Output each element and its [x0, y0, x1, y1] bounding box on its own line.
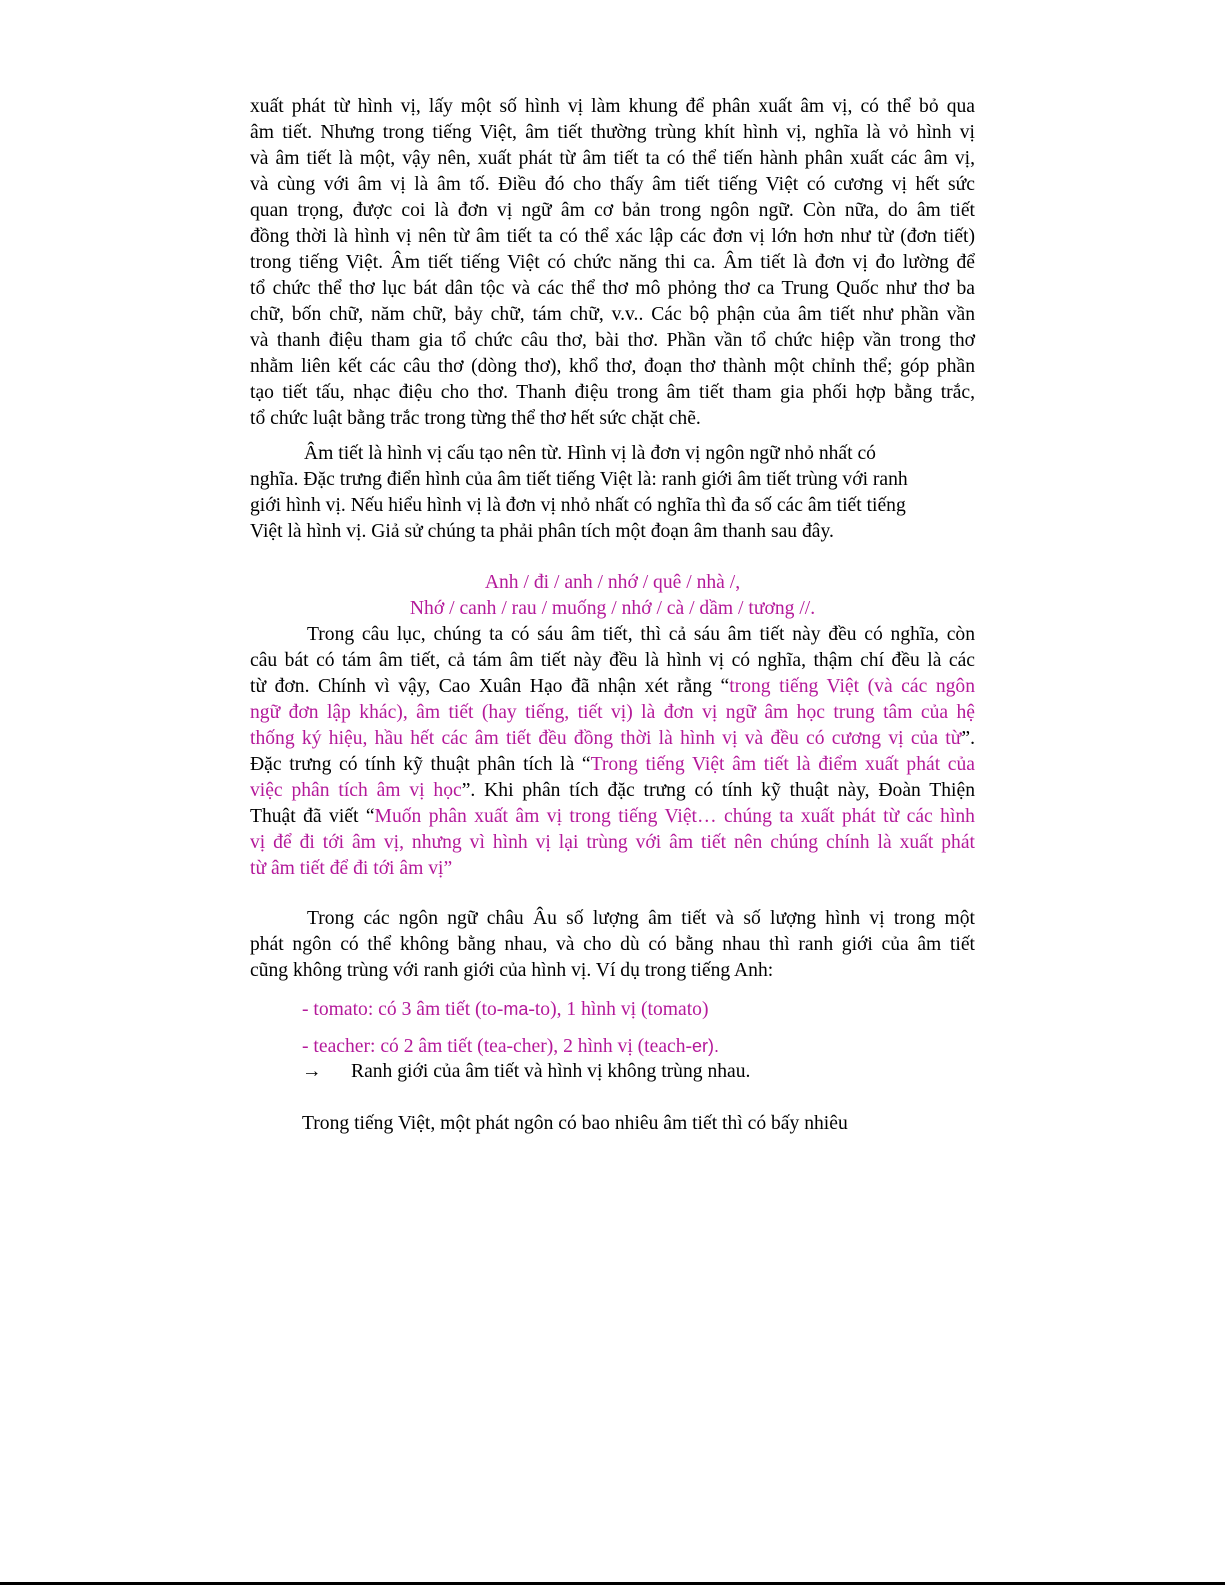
text-line: và cùng với âm vị là âm tố. Điều đó cho thấy âm tiết tiếng Việt có cương vị hết sức — [250, 174, 975, 195]
text-line: Âm tiết là hình vị cấu tạo nên từ. Hình vị là đơn vị ngôn ngữ nhỏ nhất có — [304, 443, 876, 464]
text-line: Trong các ngôn ngữ châu Âu số lượng âm tiết và số lượng hình vị trong một — [307, 908, 975, 929]
text-line: quan trọng, được coi là đơn vị ngữ âm cơ bản trong ngôn ngữ. Còn nữa, do âm tiết — [250, 200, 975, 221]
conclusion-text: Ranh giới của âm tiết và hình vị không trùng nhau. — [351, 1061, 751, 1082]
text-line: chữ, bốn chữ, năm chữ, bảy chữ, tám chữ, v.v.. Các bộ phận của âm tiết như phần vần — [250, 304, 975, 325]
text-line: Trong câu lục, chúng ta có sáu âm tiết, thì cả sáu âm tiết này đều có nghĩa, còn — [307, 624, 975, 645]
poem-line: Anh / đi / anh / nhớ / quê / nhà /, — [484, 572, 741, 593]
text-line: trong tiếng Việt. Âm tiết tiếng Việt có chức năng thi ca. Âm tiết là đơn vị đo lường để — [250, 252, 975, 273]
text-span: Đặc trưng có tính kỹ thuật phân tích là “ — [250, 754, 591, 775]
paragraph-syllable-role — [250, 94, 975, 432]
poem-line: Nhớ / canh / rau / muống / nhớ / cà / dầm / tương //. — [409, 598, 816, 619]
quote-cao-xuan-hao: trong tiếng Việt (và các ngôn — [729, 676, 976, 697]
text-line — [250, 752, 975, 778]
text-line-last: tổ chức luật bằng trắc trong từng thể thơ hết sức chặt chẽ. — [250, 408, 701, 429]
quote-line: vị để đi tới âm vị, nhưng vì hình vị lại trùng với âm tiết nên chúng chính là xuất phát — [250, 832, 975, 853]
text-span: từ đơn. Chính vì vậy, Cao Xuân Hạo đã nhận xét rằng “ — [250, 676, 730, 697]
text-line: Trong tiếng Việt, một phát ngôn có bao nhiêu âm tiết thì có bấy nhiêu — [302, 1113, 848, 1134]
paragraph-analysis — [250, 622, 975, 882]
text-line: xuất phát từ hình vị, lấy một số hình vị làm khung để phân xuất âm vị, có thể bỏ qua — [250, 96, 975, 117]
text-line — [250, 726, 975, 752]
text-span: ”. — [961, 728, 975, 749]
text-line: và âm tiết là một, vậy nên, xuất phát từ âm tiết ta có thể tiến hành phân xuất các âm vị, — [250, 148, 975, 169]
text-line — [250, 804, 975, 830]
quote-line: thống ký hiệu, hầu hết các âm tiết đều đồng thời là hình vị và đều có cương vị của từ — [250, 728, 962, 749]
text-line: phát ngôn có thể không bằng nhau, và cho dù có bằng nhau thì ranh giới của âm tiết — [250, 934, 975, 955]
text-line: tạo tiết tấu, nhạc điệu cho thơ. Thanh điệu trong âm tiết tham gia phối hợp bằng trắc, — [250, 382, 975, 403]
text-line: đồng thời là hình vị nên từ âm tiết ta có thể xác lập các đơn vị lớn hơn như từ (đơn tiết) — [250, 226, 975, 247]
text-line: giới hình vị. Nếu hiểu hình vị là đơn vị nhỏ nhất có nghĩa thì đa số các âm tiết tiếng — [250, 495, 906, 516]
arrow-icon: → — [302, 1061, 322, 1082]
conclusion-line — [302, 1059, 750, 1085]
text-span: ”. Khi phân tích đặc trưng có tính kỹ thuật này, Đoàn Thiện — [461, 780, 975, 801]
quote-doan-thien-thuat: Muốn phân xuất âm vị trong tiếng Việt… chúng ta xuất phát từ các hình — [374, 806, 975, 827]
text-line: Việt là hình vị. Giả sử chúng ta phải phân tích một đoạn âm thanh sau đây. — [250, 521, 834, 542]
quote-line: ngữ đơn lập khác), âm tiết (hay tiếng, tiết vị) là đơn vị ngữ âm học trung tâm của hệ — [250, 702, 975, 723]
paragraph-european — [250, 906, 975, 984]
text-span: Thuật đã viết “ — [250, 806, 375, 827]
example-tomato — [302, 996, 708, 1023]
quote-technical-end: việc phân tích âm vị học — [250, 780, 462, 801]
text-line: và thanh điệu tham gia tổ chức câu thơ, bài thơ. Phần vần tổ chức hiệp vần trong thơ — [250, 330, 975, 351]
example-text-sans: ma — [503, 999, 529, 1019]
example-text: -to), 1 hình vị (tomato) — [528, 999, 709, 1020]
quote-technical: Trong tiếng Việt âm tiết là điểm xuất phát của — [590, 754, 975, 775]
poem-example — [250, 570, 975, 622]
text-line — [250, 674, 975, 700]
text-line: nhằm liên kết các câu thơ (dòng thơ), khổ thơ, đoạn thơ thành một chỉnh thể; góp phần — [250, 356, 975, 377]
text-line: nghĩa. Đặc trưng điển hình của âm tiết tiếng Việt là: ranh giới âm tiết trùng với ranh — [250, 469, 908, 490]
paragraph-vietnamese — [302, 1111, 848, 1137]
text-line: tổ chức thể thơ lục bát dân tộc và các thể thơ mô phỏng thơ ca Trung Quốc như thơ ba — [250, 278, 975, 299]
example-text: - teacher: có 2 âm tiết (tea-cher), 2 hình vị (teach- — [302, 1036, 693, 1057]
paragraph-morpheme — [250, 441, 950, 545]
quote-line-last: từ âm tiết để đi tới âm vị” — [250, 858, 453, 879]
example-teacher — [302, 1033, 719, 1060]
text-line: âm tiết. Nhưng trong tiếng Việt, âm tiết thường trùng khít hình vị, nghĩa là vỏ hình vị — [250, 122, 975, 143]
example-text-sans: er). — [692, 1036, 720, 1056]
text-line: cũng không trùng với ranh giới của hình vị. Ví dụ trong tiếng Anh: — [250, 960, 774, 981]
example-text: - tomato: có 3 âm tiết (to- — [302, 999, 504, 1020]
text-line: câu bát có tám âm tiết, cả tám âm tiết này đều là hình vị có nghĩa, thậm chí đều là các — [250, 650, 975, 671]
text-line — [250, 778, 975, 804]
